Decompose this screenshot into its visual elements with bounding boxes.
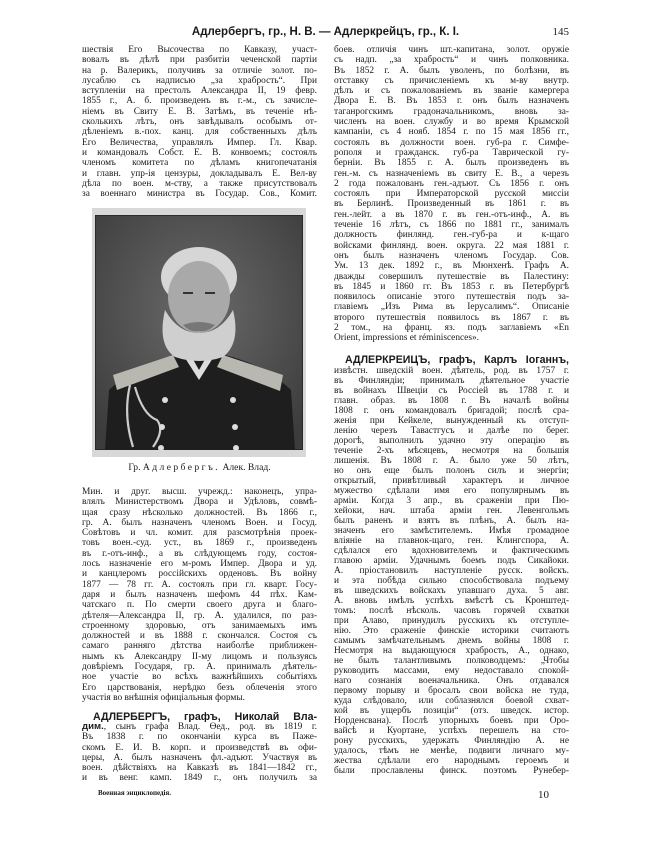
left-column-top-text (82, 45, 317, 199)
text-line: появилось описаніе этого путешествія подъ за- (334, 292, 569, 303)
text-line: отставку съ причисленіемъ къ м-ву внутр. (334, 75, 569, 86)
text-line: вовалъ въ дѣлѣ при разбитіи чеченской партіи (82, 55, 317, 66)
text-line: главою арміи. Удачнымъ боемъ подъ Сикайоки. (334, 556, 569, 566)
text-line: онъ былъ назначенъ членомъ Государ. Сов. (334, 250, 569, 261)
text-line: воен. дѣйствіяхъ на Кавказѣ въ 1841—1842 гг., (82, 762, 317, 773)
entry-heading-continuation: дим. (82, 722, 104, 733)
text-line: лишенія. Въ 1808 г. А. было уже 50 лѣтъ, (334, 456, 569, 466)
text-line: не былъ талантливымъ полководцемъ: „Чтобы (334, 656, 569, 666)
text-line: численъ на воен. службу и во время Крымской (334, 117, 569, 128)
text-line: участія во внѣшнія офиціальныя формы. (82, 692, 245, 703)
text-line: женія при Кейкеле, вынужденный къ отступ- (334, 416, 569, 426)
text-line: въ г.-отъ-инф., а въ слѣдующемъ году, состоя- (82, 548, 317, 559)
text-line: самымъ замѣчательнымъ днемъ войны 1808 г. (334, 636, 569, 646)
text-line: берніи. Въ 1855 г. А. былъ произведенъ въ (334, 158, 569, 169)
text-line: дѣтеля—Александра II, гр. А. удалился, по раз- (82, 610, 317, 621)
caption-rest: Алек. Влад. (222, 462, 271, 473)
text-line: 1855 г., А. б. произведенъ въ г.-м., съ зачисле- (82, 96, 317, 107)
text-line: значенъ его замѣстителемъ. Имѣя громадное (334, 526, 569, 536)
text-line: щая сразу нѣсколько должностей. Въ 1866 г., (82, 507, 317, 518)
footer-publication: Военная энциклопедія. (98, 789, 172, 797)
entry-adlercreutz-karl (334, 355, 569, 776)
entry-heading: АДЛЕРКРЕЙЦЪ, графъ, Карлъ Іоганнъ, (345, 355, 569, 366)
text-line: А. пріостановилъ наступленіе русск. войскъ. (334, 566, 569, 576)
text-line: 1808 г. онъ командовалъ бригадой; послѣ сра- (334, 406, 569, 416)
text-line: нымъ къ Александру II-му лицомъ и пользуясь (82, 651, 317, 662)
text-line: Ум. 13 дек. 1892 г., въ Мюнхенѣ. Графъ А. (334, 261, 569, 272)
text-line: рополя и граждaнск. губ-ра Таврической гу- (334, 147, 569, 158)
text-line: руководить массами, ему недоставало спокой- (334, 666, 569, 676)
right-column-top-text (334, 45, 569, 344)
text-line: но онъ еще былъ полонъ силъ и энергіи; (334, 466, 569, 476)
text-line: при Алаво, принудилъ русскихъ къ отступле- (334, 616, 569, 626)
text-line: жества сдѣлали его народнымъ героемъ и (334, 756, 569, 766)
text-line: ленію черезъ Тавастгусъ и далѣе по берег. (334, 426, 569, 436)
text-line: и эта побѣда сильно способствовала подъему (334, 576, 569, 586)
text-line: товъ воен.-суд. уст., въ 1869 г., произведенъ (82, 538, 317, 549)
text-line: Совѣтовъ и чл. комит. для разсмотрѣнія проек- (82, 528, 317, 539)
caption-surname: Адлербергъ. (142, 462, 221, 473)
text-line: съ надп. „за храбрость“ и чинъ полковника. (334, 55, 569, 66)
text-line: А. вновь имѣлъ успѣхъ вмѣстѣ съ Кронштед- (334, 596, 569, 606)
entry-heading: АДЛЕРБЕРГЪ, графъ, Николай Вла- (93, 712, 317, 723)
text-line: даря и былъ назначенъ шефомъ 44 пѣх. Кам- (82, 589, 317, 600)
text-line: сдѣлался его вдохновителемъ и фактическимъ (334, 546, 569, 556)
text-line: теченіе 2-хъ мѣсяцевъ, несмотря на большія (334, 446, 569, 456)
text-line: хейоки, нач. штаба арміи ген. Левенгольмъ (334, 506, 569, 516)
text-line: куда слѣдовало, или соблазнялся боевой схват- (334, 696, 569, 706)
text-line: довѣріемъ Государя, гр. А. принималъ дѣятель- (82, 662, 317, 673)
text-line: на р. Валерикъ, получивъ за отличіе золот. по- (82, 65, 317, 76)
text-line: самаго ранняго дѣтства наиболѣе приближен- (82, 641, 317, 652)
text-line: главіемъ „Изъ Рима въ Іерусалимъ“. Описаніе (334, 302, 569, 313)
printer-signature-mark: 10 (538, 789, 549, 801)
text-line: Мин. и друг. высш. учрежд.: наконецъ, упра- (82, 487, 317, 497)
portrait-photo (92, 208, 306, 457)
text-line: Въ 1838 г. по окончаніи курса въ Паже- (82, 732, 317, 743)
text-line: нію. Это сраженіе финскіе историки считаютъ (334, 626, 569, 636)
text-line: состоялъ при Императорской русской миссіи (334, 189, 569, 200)
text-line: Норденсвана). Послѣ упорныхъ боевъ при Оро- (334, 716, 569, 726)
text-line: въ войнахъ Швеціи съ Россіей въ 1788 г. и (334, 386, 569, 396)
text-line: состоялъ въ должности воен. губ-ра г. Симфе- (334, 137, 569, 148)
text-line: въ Финляндіи; принималъ дѣятельное участіе (334, 376, 569, 386)
text-line: были прославлены финск. поэтомъ Рунебер- (334, 766, 569, 776)
text-line: кой въ ущербъ позиціи“ (отз. шведск. истор. (334, 706, 569, 716)
text-line: первому порыву и бросалъ свои войска не туда, (334, 686, 569, 696)
text-line: гр. А. былъ назначенъ членомъ Воен. и Госуд. (82, 517, 317, 528)
text-line: дѣла по воен. м-ству, а также присутствовалъ (82, 178, 317, 189)
text-line: Двора Е. В. Въ 1853 г. онъ былъ назначенъ (334, 96, 569, 107)
text-line: Его Величества, управлялъ Импер. Гл. Квар. (82, 137, 317, 148)
left-column-middle-text (82, 487, 317, 703)
text-line: въ шведскихъ войскахъ упавшаго духа. 5 авг. (334, 586, 569, 596)
text-line: Несмотря на выдающуюся храбрость, А., однако, (334, 646, 569, 656)
text-line: боев. отличія чинъ шт.-капитана, золот. оружіе (334, 45, 569, 55)
text-line: и канцлеромъ россійскихъ орденовъ. Въ войну (82, 569, 317, 580)
text-line: церы, А. былъ назначенъ фл.-адъют. Участвуя въ (82, 752, 317, 763)
text-line: членомъ комитета по дѣламъ книгопечатанія (82, 158, 317, 169)
text-line: теченіе 16 лѣтъ, съ 1866 по 1881 гг., занималъ (334, 220, 569, 231)
text-line: Orient, impressions et réminiscences». (334, 333, 480, 344)
caption-prefix: Гр. (128, 462, 141, 473)
text-line: ное участіе во всѣхъ важнѣйшихъ событіяхъ (82, 672, 317, 683)
text-line: 2 года пожалованъ ген.-адъют. Съ 1856 г. онъ (334, 178, 569, 189)
text-line: вліяніе на главнок-щаго, ген. Клингспора, А. (334, 536, 569, 546)
text-line: за военнаго министра въ Государ. Сов., Комит. (82, 189, 317, 200)
text-line: удалось, тѣмъ не менѣе, подвиги личнаго му- (334, 746, 569, 756)
text-line: должностей и въ 1888 г. скончался. Состоя съ (82, 631, 317, 642)
running-header-title: Адлербергъ, гр., Н. В. — Адлеркрейцъ, гр., К. I. (191, 26, 460, 38)
text-line: строенному здоровью, отъ занимаемыхъ имъ (82, 620, 317, 631)
text-line: Его царствованія, нерѣдко безъ облеченія этого (82, 682, 317, 693)
text-line: влялъ Министерствомъ Двора и Удѣловъ, совмѣ- (82, 497, 317, 508)
text-line: лось назначеніе его м-ромъ Импер. Двора и уд. (82, 559, 317, 570)
text-line: вступленіи на престолъ Александра II, 19 февр. (82, 86, 317, 97)
text-line: арміи. Когда 3 апр., въ сраженіи при Пю- (334, 496, 569, 506)
text-line: ген.-лейт. а въ 1870 г. въ ген.-отъ-инф., А. въ (334, 209, 569, 220)
entry-first-line (82, 722, 317, 732)
text-line: кампаніи, съ 4 нояб. 1854 г. по 15 мая 1856 гг., (334, 127, 569, 138)
text-line: ніемъ въ Свиту Е. В. Затѣмъ, въ теченіе нѣ- (82, 106, 317, 117)
text-line: томъ: послѣ нѣсколь. часовъ горячей схватки (334, 606, 569, 616)
text-line: сколькихъ лѣтъ, онъ завѣдывалъ особымъ от- (82, 117, 317, 128)
photo-caption (82, 462, 317, 474)
text-line: ген.-м. съ назначеніемъ въ свиту Е. В., а черезъ (334, 168, 569, 179)
text-line: войсками финлянд. воен. округа. 22 мая 1881 г. (334, 240, 569, 251)
text-line: 1877 — 78 гг. А. состоялъ при гл. кварт. Госу- (82, 579, 317, 590)
entry-first-line-text: , сынъ графа Влад. Ѳед., род. въ 1819 г. (103, 722, 317, 733)
text-line: наго сознанія военачальника. Онъ отдавался (334, 676, 569, 686)
text-line: рону русскихъ, удержать Финляндію А. не (334, 736, 569, 746)
text-line: мужество сдѣлали имя его популярнымъ въ (334, 486, 569, 496)
text-line: Въ 1852 г. А. былъ уволенъ, по болѣзни, въ (334, 65, 569, 76)
text-line: дѣлъ и съ пожалованіемъ въ званіе камергера (334, 86, 569, 97)
text-line: 2 том., на франц. яз. подъ заглавіемъ «En (334, 323, 569, 334)
text-line: таганрогскимъ градоначальникомъ, вновь за- (334, 106, 569, 117)
text-line: дважды совершилъ путешествіе въ Палестину: (334, 271, 569, 282)
page-number: 145 (552, 26, 569, 38)
text-line: открытый, привѣтливый характеръ и личное (334, 476, 569, 486)
text-line: чатскаго п. По смерти своего друга и благо- (82, 600, 317, 611)
text-line: вайсѣ и Куортане, успѣхъ перешелъ на сто- (334, 726, 569, 736)
text-line: извѣстн. шведскій воен. дѣятель, род. въ 1757 г. (334, 366, 569, 376)
running-header (82, 24, 569, 40)
text-line: второго путешествія появилось въ 1867 г. въ (334, 312, 569, 323)
text-line: шествія Его Высочества по Кавказу, участ- (82, 45, 317, 55)
text-line: дѣленіемъ в.-пох. канц. для собственныхъ дѣлъ (82, 127, 317, 138)
portrait-image (95, 215, 303, 450)
text-line: въ 1845 и 1860 гг. Въ 1853 г. въ Петербургѣ (334, 281, 569, 292)
text-line: и въ венг. камп. 1849 г., онъ получилъ за (82, 773, 317, 784)
text-line: должность финлянд. ген.-губ-ра и к-щаго (334, 230, 569, 241)
text-line: въ Берлинѣ. Произведенный въ 1861 г. въ (334, 199, 569, 210)
text-line: дорогѣ, выполнилъ удачно эту операцію въ (334, 436, 569, 446)
text-line: главн. образ. въ 1808 г. Въ началѣ войны (334, 396, 569, 406)
text-line: и главн. упр-ія цензуры, докладывалъ Е. Вел-ву (82, 168, 317, 179)
text-line: былъ раненъ и взятъ въ плѣнъ, А. былъ на- (334, 516, 569, 526)
text-line: и командовалъ Собст. Е. В. конвоемъ; состоялъ (82, 147, 317, 158)
text-line: скомъ Е. И. В. корп. и произведствѣ въ офи- (82, 742, 317, 753)
text-line: лусаблю съ надписью „за храбрость“. При (82, 75, 317, 86)
entry-adlerberg-nikolai (82, 712, 317, 783)
